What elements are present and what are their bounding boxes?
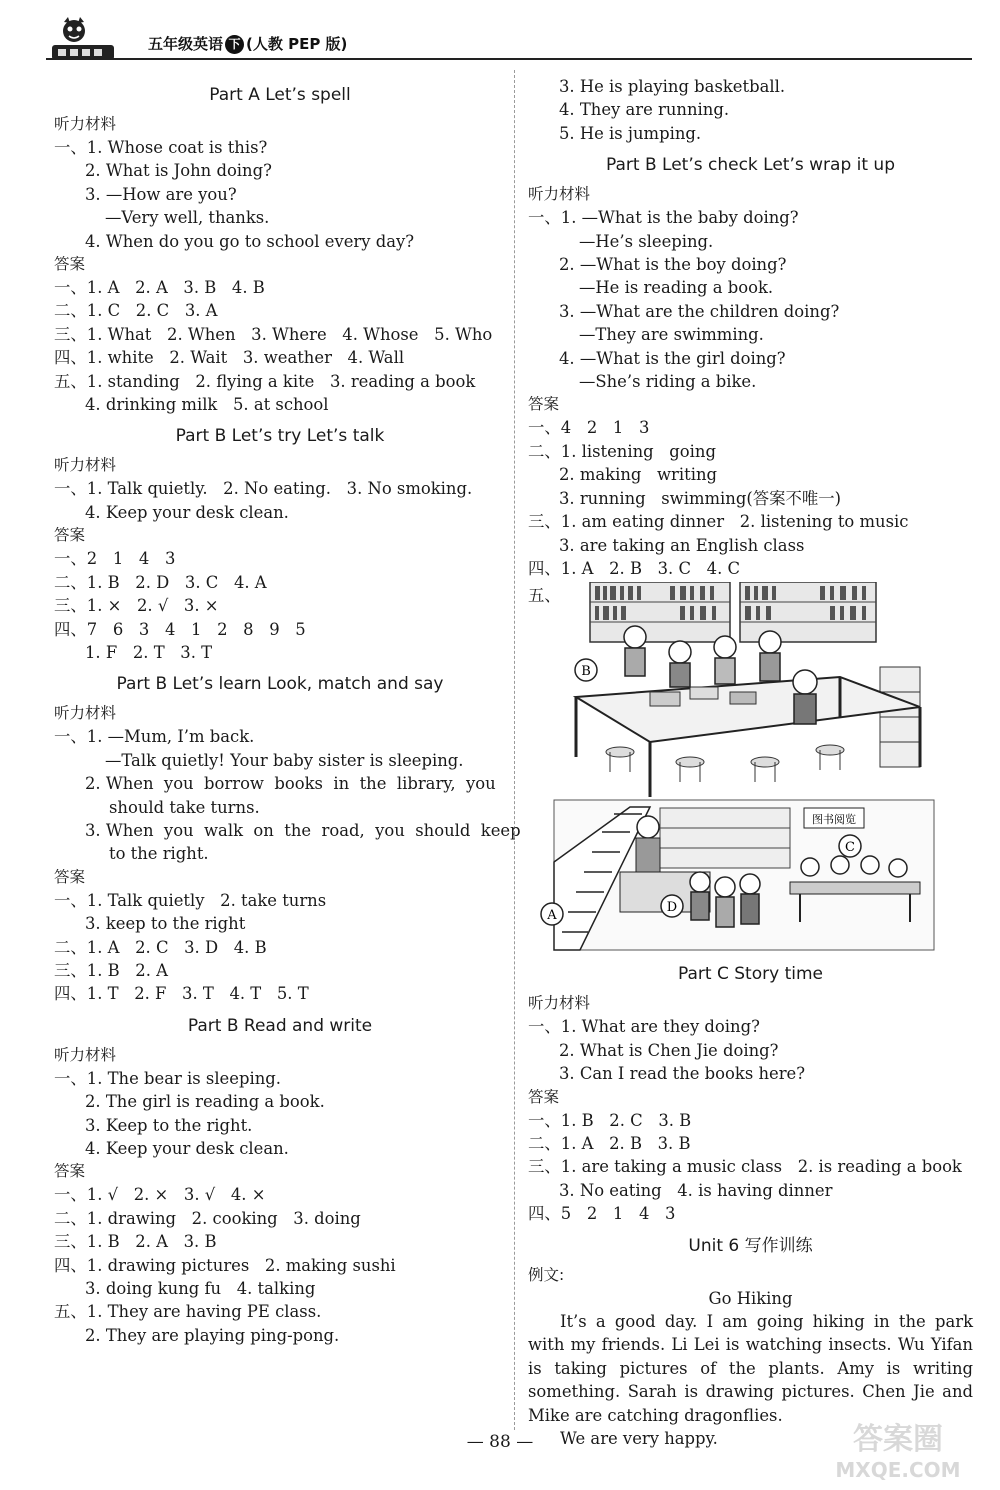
text-line: —She’s riding a bike. xyxy=(579,372,757,392)
text-line: 四、1. A 2. B 3. C 4. C xyxy=(528,558,741,578)
text-line: 2. They are playing ping-pong. xyxy=(85,1325,340,1345)
text-line: 3. keep to the right xyxy=(85,914,246,934)
section-label: 答案 xyxy=(528,395,560,414)
text-line: 三、1. What 2. When 3. Where 4. Whose 5. Who xyxy=(54,324,493,344)
text-line: 3. running swimming(答案不唯一) xyxy=(559,488,842,508)
text-line: —Talk quietly! Your baby sister is sleeping. xyxy=(105,750,464,770)
text-line: —They are swimming. xyxy=(579,325,764,345)
text-line: 2. What is Chen Jie doing? xyxy=(559,1040,779,1060)
section-heading: Part B Let’s learn Look, match and say xyxy=(116,674,444,695)
text-line: 一、1. B 2. C 3. B xyxy=(528,1110,692,1130)
library-sign: 图书阅览 xyxy=(812,813,856,827)
text-line: 三、1. B 2. A xyxy=(54,960,168,980)
text-line: 4. Keep your desk clean. xyxy=(85,1139,289,1158)
section-label: 听力材料 xyxy=(54,456,117,475)
text-line: 2. When you borrow books in the library, you xyxy=(85,774,496,794)
essay-closing: We are very happy. xyxy=(560,1429,718,1448)
section-heading: Part B Read and write xyxy=(187,1015,373,1036)
grade-badge: 下 xyxy=(225,35,244,54)
text-line: 3. Can I read the books here? xyxy=(559,1064,806,1084)
text-line: 3. He is playing basketball. xyxy=(559,77,786,96)
text-line: 三、1. are taking a music class 2. is reading a book xyxy=(528,1157,962,1177)
essay-paragraph: It’s a good day. I am going hiking in the park with my friends. Li Lei is watching insects. Wu Yifan is taking pictures of the plants. Amy is writing something. Sarah is drawing pictures. Chen Jie and Mike are catching dragonflies. xyxy=(528,1311,973,1425)
text-line: 一、1. Talk quietly 2. take turns xyxy=(54,890,327,910)
left-column xyxy=(54,75,521,1347)
section-label: 听力材料 xyxy=(528,994,591,1013)
text-line: 4. drinking milk 5. at school xyxy=(85,395,329,415)
section-heading: Part C Story time xyxy=(678,964,823,985)
section-label: 答案 xyxy=(54,526,86,545)
text-line: 二、1. A 2. B 3. B xyxy=(528,1133,691,1153)
text-line: 二、1. A 2. C 3. D 4. B xyxy=(54,937,267,957)
section-heading: Part B Let’s check Let’s wrap it up xyxy=(606,155,895,176)
section-label: 答案 xyxy=(54,255,86,274)
marker-b: B xyxy=(581,664,591,680)
marker-c: C xyxy=(845,840,855,856)
library-scene-image xyxy=(540,582,948,954)
text-line: 一、4 2 1 3 xyxy=(528,418,650,438)
section-label: 例文: xyxy=(528,1265,565,1284)
section-label: 听力材料 xyxy=(54,115,117,133)
text-line: 五、1. They are having PE class. xyxy=(54,1302,322,1322)
marker-a: A xyxy=(547,908,557,924)
section-label: 答案 xyxy=(528,1087,560,1106)
watermark-bottom: MXQE.COM xyxy=(835,1458,961,1482)
text-line: 一、1. What are they doing? xyxy=(528,1017,760,1037)
text-line: 一、1. A 2. A 3. B 4. B xyxy=(54,278,265,298)
text-line: 四、7 6 3 4 1 2 8 9 5 xyxy=(54,619,306,639)
text-line: 二、1. drawing 2. cooking 3. doing xyxy=(54,1208,361,1228)
text-line: 4. They are running. xyxy=(559,100,730,120)
section-label: 听力材料 xyxy=(528,185,591,204)
section-label: 听力材料 xyxy=(54,704,117,723)
page-number: — 88 — xyxy=(466,1432,534,1452)
text-line: 2. —What is the boy doing? xyxy=(559,255,787,275)
text-line: 四、1. T 2. F 3. T 4. T 5. T xyxy=(54,984,309,1004)
text-line: 四、5 2 1 4 3 xyxy=(528,1204,676,1224)
text-line: 一、1. Talk quietly. 2. No eating. 3. No smoking. xyxy=(54,479,473,499)
text-line: 5. He is jumping. xyxy=(559,123,702,143)
watermark-logo xyxy=(803,1413,993,1483)
text-line: 4. Keep your desk clean. xyxy=(85,502,289,522)
library-illustration xyxy=(528,582,948,954)
text-line: 4. When do you go to school every day? xyxy=(85,231,415,251)
book-title: 五年级英语 下 (人教 PEP 版) xyxy=(148,35,348,53)
text-line: —Very well, thanks. xyxy=(105,208,270,228)
text-line: 四、1. white 2. Wait 3. weather 4. Wall xyxy=(54,348,405,368)
right-column xyxy=(528,75,973,1450)
text-line: 一、2 1 4 3 xyxy=(54,549,176,569)
text-line: 五、1. standing 2. flying a kite 3. reading a book xyxy=(54,371,476,391)
section-label: 答案 xyxy=(54,867,86,886)
text-line: 3. —How are you? xyxy=(85,184,237,204)
section-heading: Part B Let’s try Let’s talk xyxy=(175,426,385,447)
right-column-top xyxy=(528,75,973,580)
text-line: 3. are taking an English class xyxy=(559,535,805,555)
text-line: 一、1. The bear is sleeping. xyxy=(54,1068,281,1088)
marker-d: D xyxy=(666,900,678,916)
text-line: 二、1. C 2. C 3. A xyxy=(54,301,218,321)
text-line: —He’s sleeping. xyxy=(579,231,714,251)
section-label: 听力材料 xyxy=(54,1045,117,1064)
watermark-top: 答案圈 xyxy=(853,1422,943,1457)
column-divider xyxy=(514,70,515,1430)
text-line: 3. Keep to the right. xyxy=(85,1115,253,1135)
section-heading: Unit 6 写作训练 xyxy=(688,1235,813,1256)
picture-item-label: 五、 xyxy=(528,586,561,606)
essay-title: Go Hiking xyxy=(708,1288,793,1308)
text-line: 四、1. drawing pictures 2. making sushi xyxy=(54,1255,396,1275)
text-line: 一、1. √ 2. × 3. √ 4. × xyxy=(54,1185,266,1205)
text-line: 3. doing kung fu 4. talking xyxy=(85,1279,316,1299)
text-line: 一、1. —What is the baby doing? xyxy=(528,208,799,228)
text-line: 二、1. listening going xyxy=(528,441,716,461)
section-label: 答案 xyxy=(54,1162,86,1181)
section-heading: Part A Let’s spell xyxy=(209,85,351,105)
text-line: 二、1. B 2. D 3. C 4. A xyxy=(54,572,267,592)
text-line: 三、1. × 2. √ 3. × xyxy=(54,596,219,616)
text-line: 三、1. am eating dinner 2. listening to music xyxy=(528,512,909,532)
text-line: 4. —What is the girl doing? xyxy=(559,348,786,368)
text-line: 3. No eating 4. is having dinner xyxy=(559,1180,833,1200)
text-line: 1. F 2. T 3. T xyxy=(85,642,213,662)
text-line: 一、1. Whose coat is this? xyxy=(54,138,268,157)
text-line: 一、1. —Mum, I’m back. xyxy=(54,727,255,747)
text-line: should take turns. xyxy=(109,797,260,817)
text-line: 三、1. B 2. A 3. B xyxy=(54,1232,217,1252)
text-line: —He is reading a book. xyxy=(579,278,774,298)
header-rule xyxy=(46,58,972,60)
text-line: 3. When you walk on the road, you should keep xyxy=(85,820,521,840)
page-header xyxy=(0,0,1000,70)
text-line: to the right. xyxy=(109,844,209,864)
text-line: 2. making writing xyxy=(559,465,717,485)
text-line: 2. What is John doing? xyxy=(85,161,272,181)
right-column-bottom xyxy=(528,962,973,1286)
text-line: 3. —What are the children doing? xyxy=(559,301,840,321)
text-line: 2. The girl is reading a book. xyxy=(85,1092,325,1112)
